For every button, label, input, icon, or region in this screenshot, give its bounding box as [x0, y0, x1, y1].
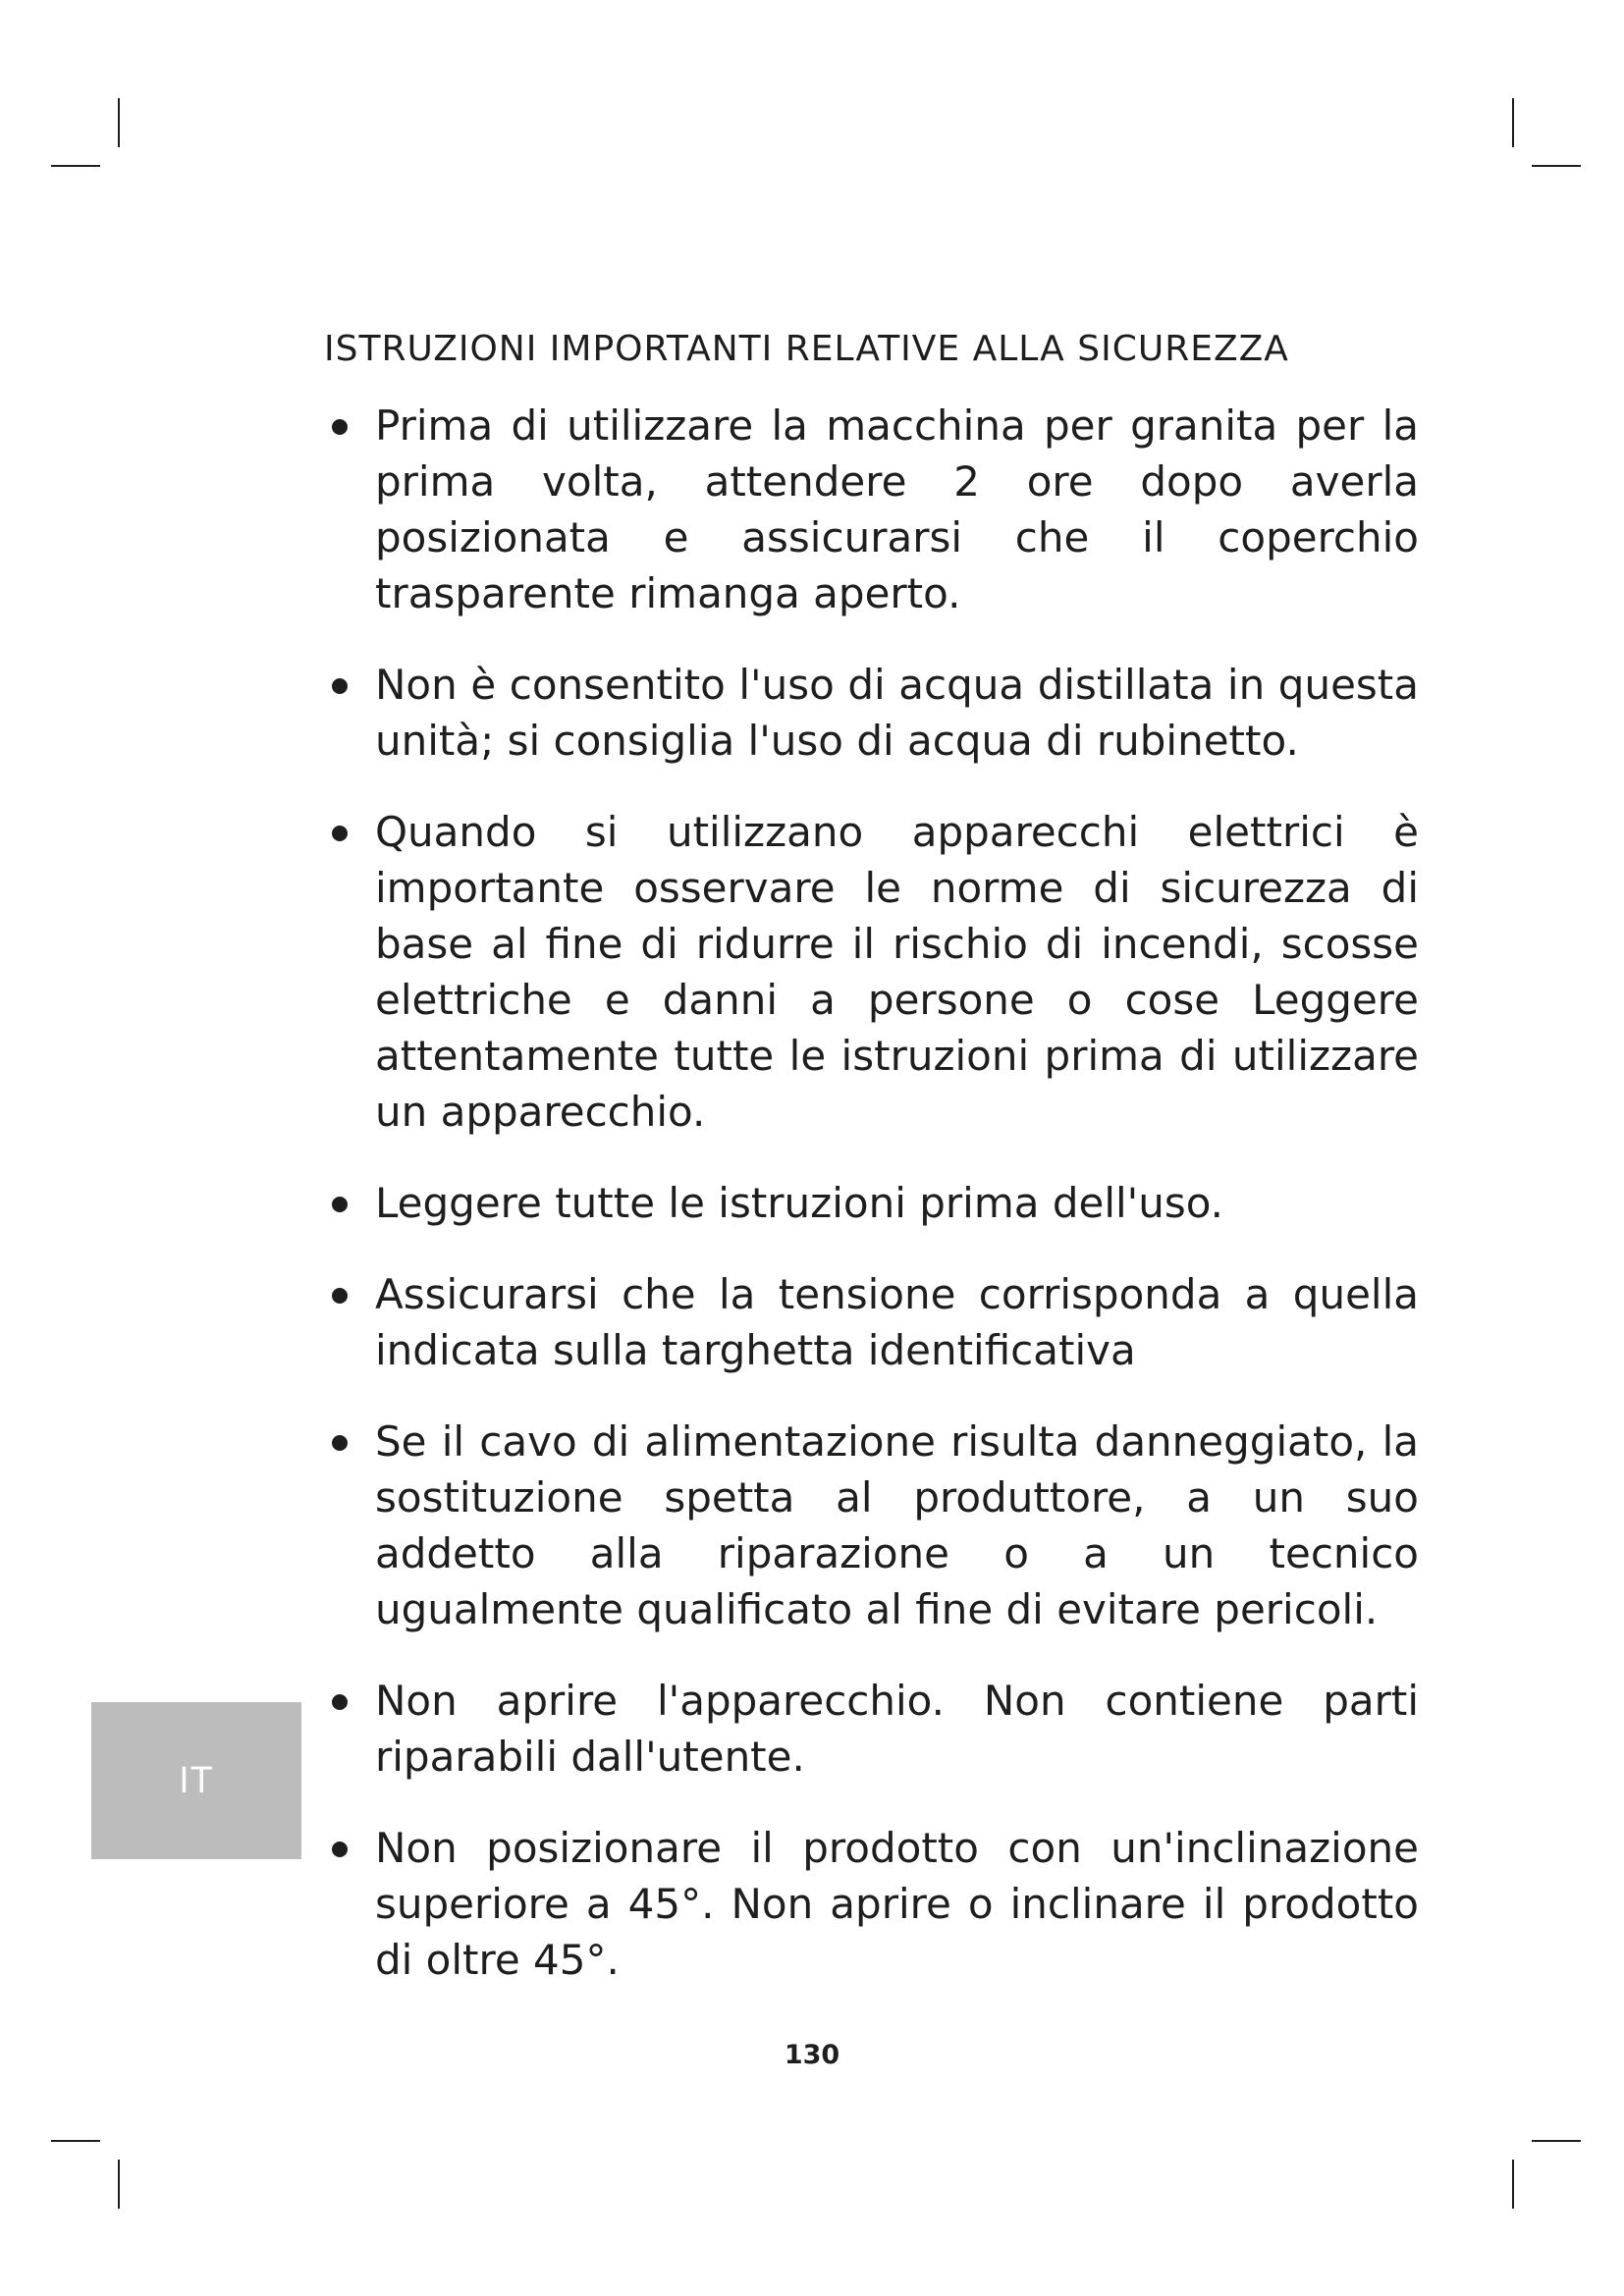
list-item — [324, 1175, 1419, 1231]
crop-mark-bottom-left-vertical — [118, 2160, 120, 2209]
list-item-text: Assicurarsi che la tensione corrisponda a quella indicata sulla targhetta identificativa — [375, 1270, 1419, 1374]
bullet-icon — [332, 1197, 348, 1212]
list-item — [324, 804, 1419, 1140]
crop-mark-top-left-vertical — [118, 98, 120, 147]
bullet-icon — [332, 419, 348, 435]
list-item — [324, 1673, 1419, 1785]
crop-mark-top-left-horizontal — [51, 165, 100, 167]
list-item — [324, 1414, 1419, 1637]
bullet-icon — [332, 1694, 348, 1710]
bullet-icon — [332, 1435, 348, 1451]
list-item — [324, 657, 1419, 769]
list-item-text: Quando si utilizzano apparecchi elettrici è importante osservare le norme di sicurezza di base al fine di ridurre il rischio di incendi, scosse elettriche e danni a persone o cose Leggere attentamente tutte le istruzioni prima di utilizzare un apparecchio. — [375, 808, 1419, 1136]
bullet-icon — [332, 1288, 348, 1304]
crop-mark-top-right-horizontal — [1532, 165, 1581, 167]
crop-mark-bottom-right-horizontal — [1532, 2140, 1581, 2142]
list-item-text: Leggere tutte le istruzioni prima dell'uso. — [375, 1179, 1224, 1227]
safety-instructions-list — [324, 398, 1419, 2023]
list-item-text: Prima di utilizzare la macchina per granita per la prima volta, attendere 2 ore dopo averla posizionata e assicurarsi che il coperchio trasparente rimanga aperto. — [375, 401, 1419, 617]
list-item-text: Non è consentito l'uso di acqua distillata in questa unità; si consiglia l'uso di acqua di rubinetto. — [375, 661, 1419, 765]
crop-mark-bottom-left-horizontal — [51, 2140, 100, 2142]
crop-mark-bottom-right-vertical — [1512, 2160, 1514, 2209]
list-item-text: Se il cavo di alimentazione risulta danneggiato, la sostituzione spetta al produttore, a un suo addetto alla riparazione o a un tecnico ugualmente qualificato al fine di evitare pericoli. — [375, 1417, 1419, 1633]
list-item — [324, 1266, 1419, 1378]
list-item-text: Non aprire l'apparecchio. Non contiene parti riparabili dall'utente. — [375, 1677, 1419, 1781]
page-number: 130 — [784, 2040, 840, 2070]
bullet-icon — [332, 826, 348, 841]
section-heading: ISTRUZIONI IMPORTANTI RELATIVE ALLA SICUREZZA — [324, 329, 1289, 369]
bullet-icon — [332, 1842, 348, 1857]
language-tab — [91, 1702, 301, 1859]
crop-mark-top-right-vertical — [1512, 98, 1514, 147]
list-item-text: Non posizionare il prodotto con un'inclinazione superiore a 45°. Non aprire o inclinare il prodotto di oltre 45°. — [375, 1824, 1419, 1984]
list-item — [324, 398, 1419, 621]
list-item — [324, 1820, 1419, 1988]
bullet-icon — [332, 678, 348, 694]
language-tab-label: IT — [179, 1759, 214, 1801]
